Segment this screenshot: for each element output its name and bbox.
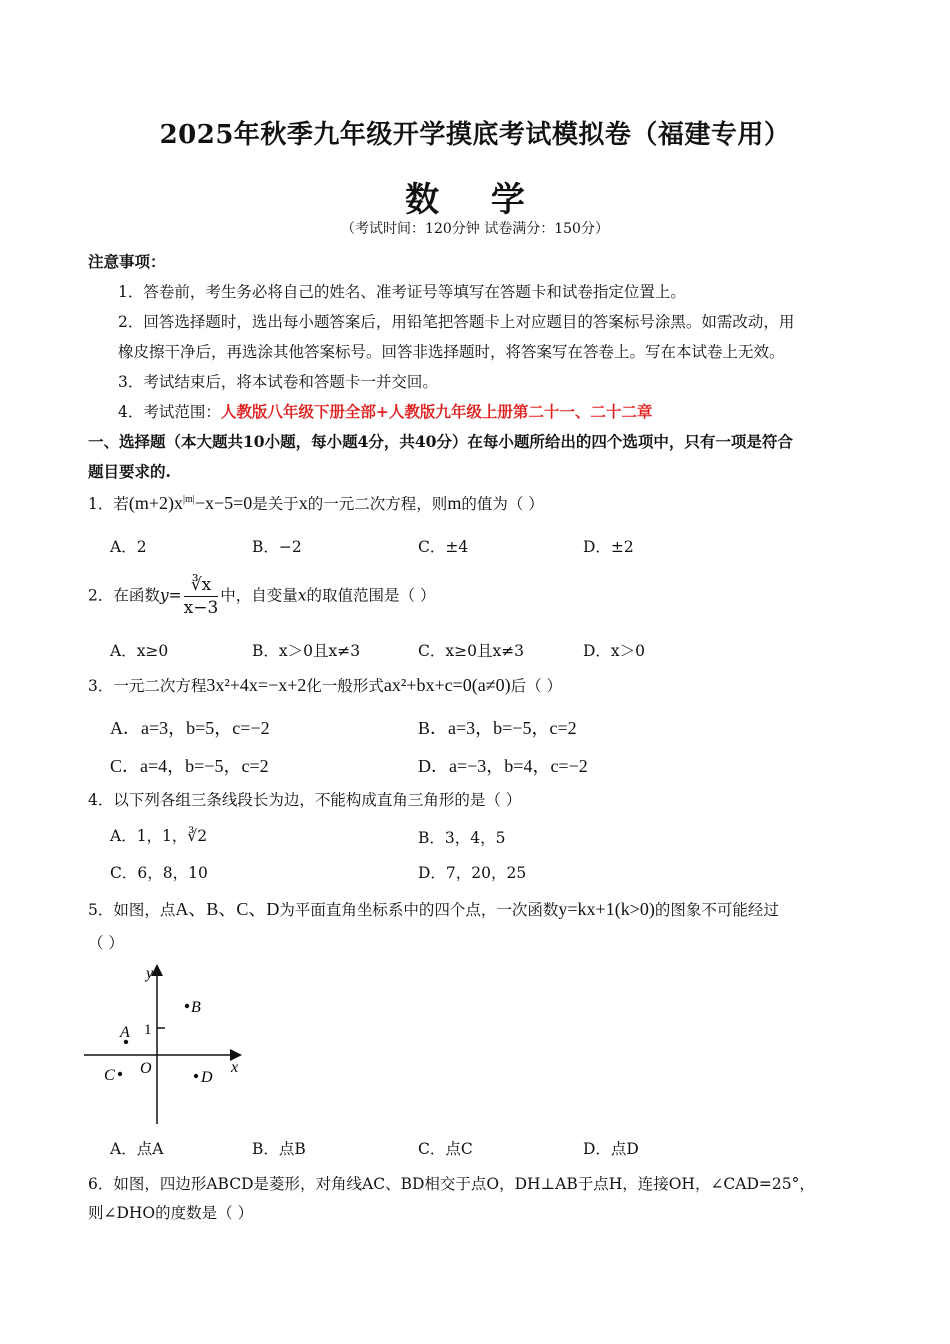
q1-mid: 是关于 bbox=[252, 495, 299, 513]
q2-denominator: x−3 bbox=[183, 598, 219, 618]
question-5 bbox=[88, 895, 779, 921]
q1-end: 的值为（ ） bbox=[461, 495, 544, 513]
point-b-label: B bbox=[191, 999, 201, 1016]
q2-numerator: ∛x bbox=[184, 574, 219, 597]
q4-option-c: C．6，8，10 bbox=[110, 864, 208, 882]
unit-label: 1 bbox=[144, 1022, 152, 1038]
q5-points: A、B、C、D bbox=[175, 899, 280, 919]
q1-option-a: A．2 bbox=[110, 538, 147, 556]
notice-item-1: 1．答卷前，考生务必将自己的姓名、准考证号等填写在答题卡和试卷指定位置上。 bbox=[118, 283, 686, 301]
q1-expr bbox=[129, 493, 252, 513]
notice-item-2b: 橡皮擦干净后，再选涂其他答案标号。回答非选择题时，将答案写在答卷上。写在本试卷上无效。 bbox=[118, 343, 785, 361]
q5-option-a: A．点A bbox=[110, 1140, 164, 1158]
q1-var: x bbox=[298, 493, 308, 513]
notice-item-2a: 2．回答选择题时，选出每小题答案后，用铅笔把答题卡上对应题目的答案标号涂黑。如需改动，用 bbox=[118, 313, 795, 331]
q3-equation: 3x²+4x=−x+2 bbox=[206, 675, 307, 695]
q3-option-a: A．a=3，b=5，c=−2 bbox=[110, 718, 270, 738]
q2-option-d: D．x＞0 bbox=[583, 642, 646, 660]
q1-number: 1．若 bbox=[88, 495, 129, 513]
q5-prefix: 5．如图，点 bbox=[88, 901, 176, 919]
origin-label: O bbox=[140, 1060, 152, 1077]
section1-heading-a: 一、选择题（本大题共10小题，每小题4分，共40分）在每小题所给出的四个选项中，只有一项是符合 bbox=[88, 432, 793, 451]
q2-y: y= bbox=[159, 586, 182, 605]
question-2 bbox=[88, 574, 435, 619]
point-c-label: C bbox=[104, 1067, 115, 1084]
point-b bbox=[185, 1004, 189, 1008]
q1-var2: m bbox=[447, 493, 462, 513]
q5-mid: 为平面直角坐标系中的四个点，一次函数 bbox=[279, 901, 559, 919]
subject-title: 数 学 bbox=[405, 180, 545, 220]
q2-end: 的取值范围是（ ） bbox=[306, 586, 436, 605]
question-3 bbox=[88, 674, 562, 696]
q5-end: 的图象不可能经过 bbox=[654, 901, 779, 919]
q1-expr-a: (m+2)x bbox=[128, 493, 184, 513]
q4-option-d: D．7，20，25 bbox=[418, 864, 527, 882]
notice-heading: 注意事项： bbox=[88, 252, 166, 271]
q2-option-c: C．x≥0且x≠3 bbox=[418, 642, 525, 660]
q2-fraction bbox=[184, 574, 219, 619]
question-6-line-2: 则∠DHO的度数是（ ） bbox=[88, 1204, 254, 1222]
q5-option-d: D．点D bbox=[583, 1140, 639, 1158]
question-4: 4．以下列各组三条线段长为边，不能构成直角三角形的是（ ） bbox=[88, 791, 522, 809]
q5-option-c: C．点C bbox=[418, 1140, 473, 1158]
x-label: x bbox=[231, 1059, 239, 1076]
q2-option-b: B．x＞0且x≠3 bbox=[252, 642, 361, 660]
point-a-label: A bbox=[120, 1024, 130, 1041]
exam-info: （考试时间：120分钟 试卷满分：150分） bbox=[341, 221, 609, 237]
q5-option-b: B．点B bbox=[252, 1140, 306, 1158]
q2-x: x bbox=[297, 586, 307, 605]
q3-option-d: D．a=−3，b=4，c=−2 bbox=[418, 756, 588, 776]
q3-general-form: ax²+bx+c=0(a≠0) bbox=[383, 675, 511, 695]
q1-option-c: C．±4 bbox=[418, 538, 469, 556]
question-1 bbox=[88, 492, 544, 514]
q3-option-c: C．a=4，b=−5，c=2 bbox=[110, 756, 269, 776]
q1-mid2: 的一元二次方程，则 bbox=[307, 495, 448, 513]
point-d-label: D bbox=[201, 1069, 213, 1086]
q1-option-b: B．−2 bbox=[252, 538, 302, 556]
exam-range: 人教版八年级下册全部+人教版九年级上册第二十一、二十二章 bbox=[220, 402, 653, 421]
section1-heading-b: 题目要求的. bbox=[88, 462, 171, 481]
y-label: y bbox=[146, 965, 154, 982]
q3-mid: 化一般形式 bbox=[306, 677, 384, 695]
q4-option-b: B．3，4，5 bbox=[418, 829, 506, 847]
notice-item-3: 3．考试结束后，将本试卷和答题卡一并交回。 bbox=[118, 373, 438, 391]
question-6-line-1: 6．如图，四边形ABCD是菱形，对角线AC、BD相交于点O，DH⊥AB于点H，连接OH，∠CAD=25°， bbox=[88, 1175, 815, 1193]
notice-item-4 bbox=[118, 400, 652, 422]
q2-prefix: 2．在函数 bbox=[88, 586, 160, 605]
q1-option-d: D．±2 bbox=[583, 538, 634, 556]
q3-prefix: 3．一元二次方程 bbox=[88, 677, 207, 695]
q1-exponent: |m| bbox=[183, 494, 195, 505]
exam-title: 2025年秋季九年级开学摸底考试模拟卷（福建专用） bbox=[159, 120, 791, 150]
point-d bbox=[194, 1074, 198, 1078]
q3-option-b: B．a=3，b=−5，c=2 bbox=[418, 718, 577, 738]
coordinate-figure bbox=[84, 962, 254, 1127]
q5-paren: （ ） bbox=[88, 934, 124, 952]
q2-option-a: A．x≥0 bbox=[110, 642, 169, 660]
point-c bbox=[118, 1072, 122, 1076]
notice-item-4-prefix: 4．考试范围： bbox=[118, 403, 221, 421]
q2-suffix: 中，自变量 bbox=[220, 586, 298, 605]
q1-expr-b: −x−5=0 bbox=[194, 493, 253, 513]
q4-option-a: A．1，1，∛2 bbox=[110, 827, 208, 845]
q3-end: 后（ ） bbox=[510, 677, 563, 695]
q5-function: y=kx+1(k>0) bbox=[558, 899, 655, 919]
